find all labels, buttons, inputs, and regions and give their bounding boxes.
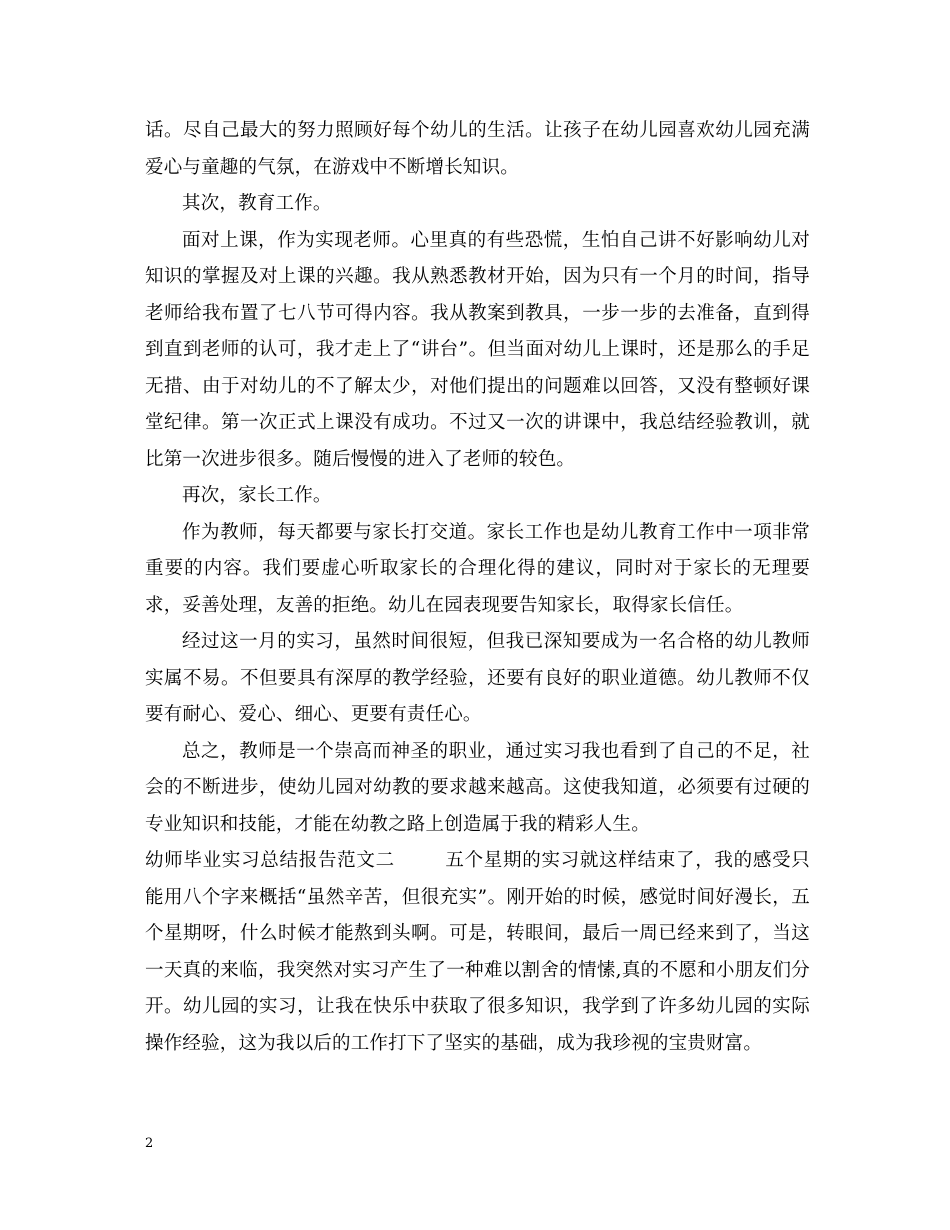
section-body: 五个星期的实习就这样结束了，我的感受只能用八个字来概括“虽然辛苦，但很充实”。刚开始的时候，感觉时间好漫长，五个星期呀，什么时候才能熬到头啊。可是，转眼间，最后一周已经来到了，当这一天真的来临，我突然对实习产生了一种难以割舍的情愫,真的不愿和小朋友们分开。幼儿园的实习，让我在快乐中获取了很多知识，我学到了许多幼儿园的实际操作经验，这为我以后的工作打下了坚实的基础，成为我珍视的宝贵财富。 <box>145 850 810 1054</box>
document-body <box>145 113 810 1062</box>
subheading-education-work: 其次，教育工作。 <box>182 193 332 214</box>
subheading-parent-work: 再次，家长工作。 <box>182 485 332 506</box>
paragraph-continuation: 话。尽自己最大的努力照顾好每个幼儿的生活。让孩子在幼儿园喜欢幼儿园充满爱心与童趣的气氛，在游戏中不断增长知识。 <box>145 120 810 178</box>
section-title: 幼师毕业实习总结报告范文二 <box>145 850 395 871</box>
paragraph-internship-reflection: 经过这一月的实习，虽然时间很短，但我已深知要成为一名合格的幼儿教师实属不易。不但要具有深厚的教学经验，还要有良好的职业道德。幼儿教师不仅要有耐心、爱心、细心、更要有责任心。 <box>145 631 810 725</box>
page-number: 2 <box>145 1136 154 1151</box>
paragraph-conclusion: 总之，教师是一个崇高而神圣的职业，通过实习我也看到了自己的不足，社会的不断进步，使幼儿园对幼教的要求越来越高。这使我知道，必须要有过硬的专业知识和技能，才能在幼教之路上创造属于我的精彩人生。 <box>145 740 810 835</box>
paragraph-parents: 作为教师，每天都要与家长打交道。家长工作也是幼儿教育工作中一项非常重要的内容。我们要虚心听取家长的合理化得的建议，同时对于家长的无理要求，妥善处理，友善的拒绝。幼儿在园表现要告知家长，取得家长信任。 <box>145 521 810 616</box>
section-two <box>145 843 810 1062</box>
paragraph-teaching: 面对上课，作为实现老师。心里真的有些恐慌，生怕自己讲不好影响幼儿对知识的掌握及对上课的兴趣。我从熟悉教材开始，因为只有一个月的时间，指导老师给我布置了七八节可得内容。我从教案到教具，一步一步的去准备，直到得到直到老师的认可，我才走上了“讲台”。但当面对幼儿上课时，还是那么的手足无措、由于对幼儿的不了解太少，对他们提出的问题难以回答，又没有整顿好课堂纪律。第一次正式上课没有成功。不过又一次的讲课中，我总结经验教训，就比第一次进步很多。随后慢慢的进入了老师的较色。 <box>145 229 810 470</box>
